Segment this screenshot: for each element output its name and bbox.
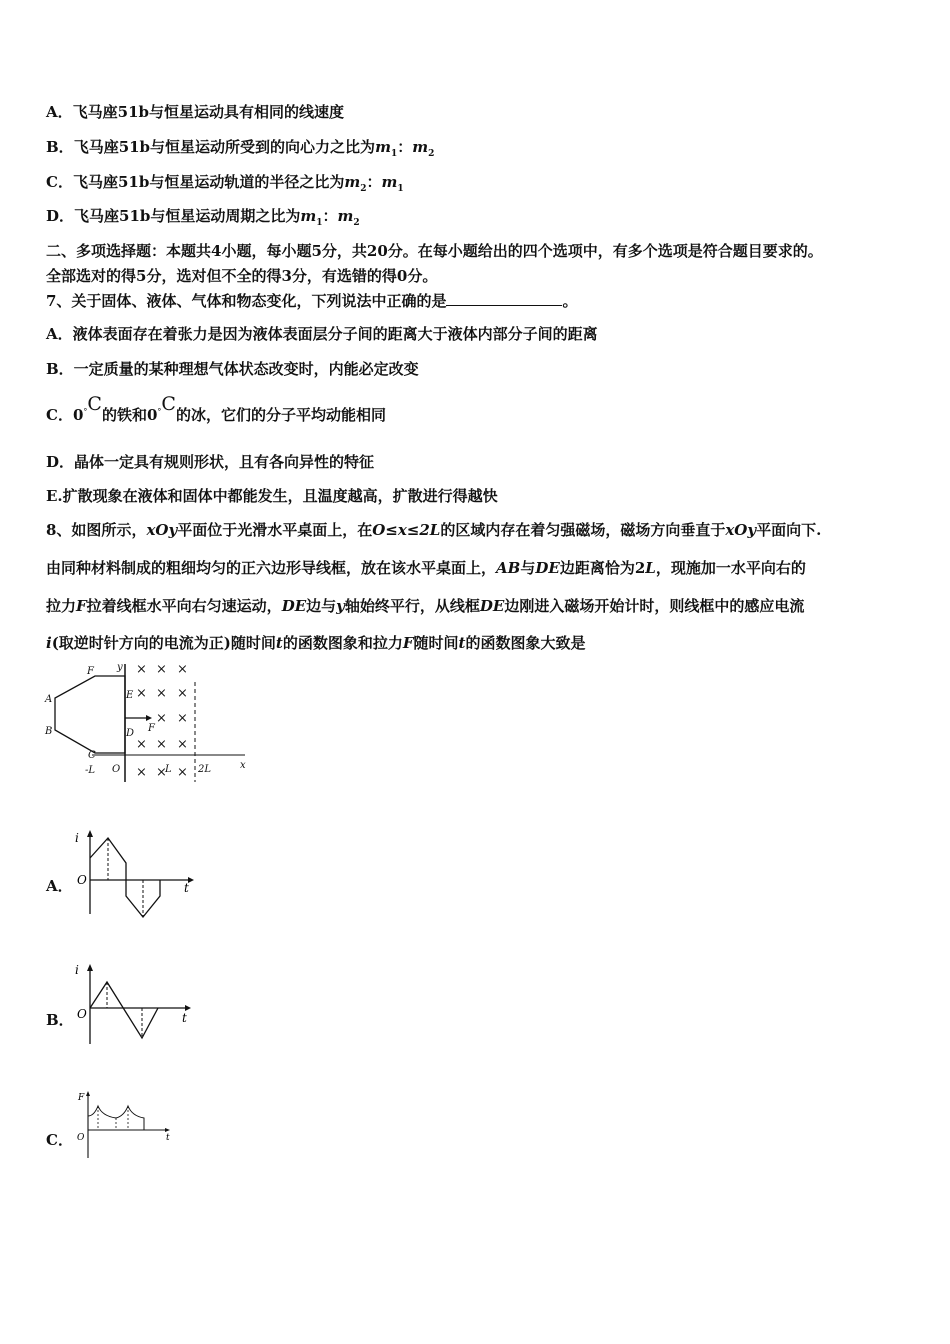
graph-b-curve [90,982,158,1038]
vertex-a-label: A [45,694,53,705]
graph-b-label: B． [46,1011,74,1029]
tick-l: L [165,764,172,775]
graph-c-y-label: F [78,1093,85,1103]
vertex-d-label: D [126,728,135,739]
graph-a-origin: O [77,873,87,887]
section2-scoring: 全部选对的得5分，选对但不全的得3分，有选错的得0分。 [46,267,438,285]
graph-a-label: A． [46,877,73,895]
svg-text:×: × [156,686,167,701]
hexagon-frame [55,676,125,753]
answer-blank [446,293,562,306]
hexagon-field-figure [40,660,260,785]
x-axis-label: x [240,760,246,771]
vertex-b-label: B [45,726,53,737]
vertex-e-label: E [126,690,134,701]
svg-text:×: × [136,765,147,780]
svg-text:×: × [156,711,167,726]
svg-text:×: × [136,662,147,677]
q7-stem: 7、关于固体、液体、气体和物态变化，下列说法中正确的是 。 [46,292,578,310]
graph-c-x-label: t [166,1133,170,1143]
q6-option-d: D．飞马座51b与恒星运动周期之比为$m_1$：$m_2$ [46,207,360,228]
q8-stem-line1: 8、如图所示，xOy平面位于光滑水平桌面上，在O≤x≤2L的区域内存在着匀强磁场，磁场方向垂直于xOy平面向下. [46,521,822,539]
tick-2l: 2L [198,764,212,775]
q7-option-b: B．一定质量的某种理想气体状态改变时，内能必定改变 [46,360,419,378]
origin-label: O [112,764,121,775]
section2-heading: 二、多项选择题：本题共4小题，每小题5分，共20分。在每小题给出的四个选项中，有多个选项是符合题目要求的。 [46,242,823,260]
svg-text:×: × [177,686,188,701]
q8-stem-line3: 拉力F拉着线框水平向右匀速运动，DE边与y轴始终平行，从线框DE边刚进入磁场开始计时，则线框中的感应电流 [46,597,805,615]
graph-a-x-label: t [184,881,189,895]
q7-option-c: C．0°C的铁和0°C的冰，它们的分子平均动能相同 [46,393,386,424]
tick-neg-l: -L [85,765,96,776]
q8-stem-line2: 由同种材料制成的粗细均匀的正六边形导线框，放在该水平桌面上，AB与DE边距离恰为2L，现施加一水平向右的 [46,559,806,577]
vertex-f-label: F [87,666,94,677]
q7-option-e: E.扩散现象在液体和固体中都能发生，且温度越高，扩散进行得越快 [46,487,498,505]
svg-text:×: × [156,737,167,752]
graph-a [72,828,202,918]
graph-c-label: C． [46,1131,73,1149]
graph-c [72,1088,182,1160]
q8-stem-line4: i(取逆时针方向的电流为正)随时间t的函数图象和拉力F随时间t的函数图象大致是 [46,634,586,652]
q7-option-d: D．晶体一定具有规则形状，且有各向异性的特征 [46,453,375,471]
vertex-c-label: C [88,750,96,761]
svg-text:×: × [177,662,188,677]
svg-text:×: × [156,662,167,677]
q7-option-a: A．液体表面存在着张力是因为液体表面层分子间的距离大于液体内部分子间的距离 [46,325,598,343]
svg-text:×: × [136,737,147,752]
svg-text:×: × [177,765,188,780]
graph-b-origin: O [77,1007,87,1021]
q6-option-c: C．飞马座51b与恒星运动轨道的半径之比为$m_2$：$m_1$ [46,173,404,194]
svg-text:×: × [177,737,188,752]
graph-a-y-label: i [75,831,79,845]
y-axis-label: y [117,662,123,673]
svg-text:×: × [156,765,167,780]
magnetic-field-crosses [136,662,188,780]
svg-text:×: × [177,711,188,726]
graph-c-origin: O [77,1133,85,1143]
force-label: F [148,723,155,734]
graph-b-y-label: i [75,963,79,977]
svg-text:×: × [136,686,147,701]
q6-option-b: B．飞马座51b与恒星运动所受到的向心力之比为$m_1$：$m_2$ [46,138,435,159]
q6-option-a: A．飞马座51b与恒星运动具有相同的线速度 [46,103,345,121]
graph-b-x-label: t [182,1011,187,1025]
graph-b [72,960,202,1048]
